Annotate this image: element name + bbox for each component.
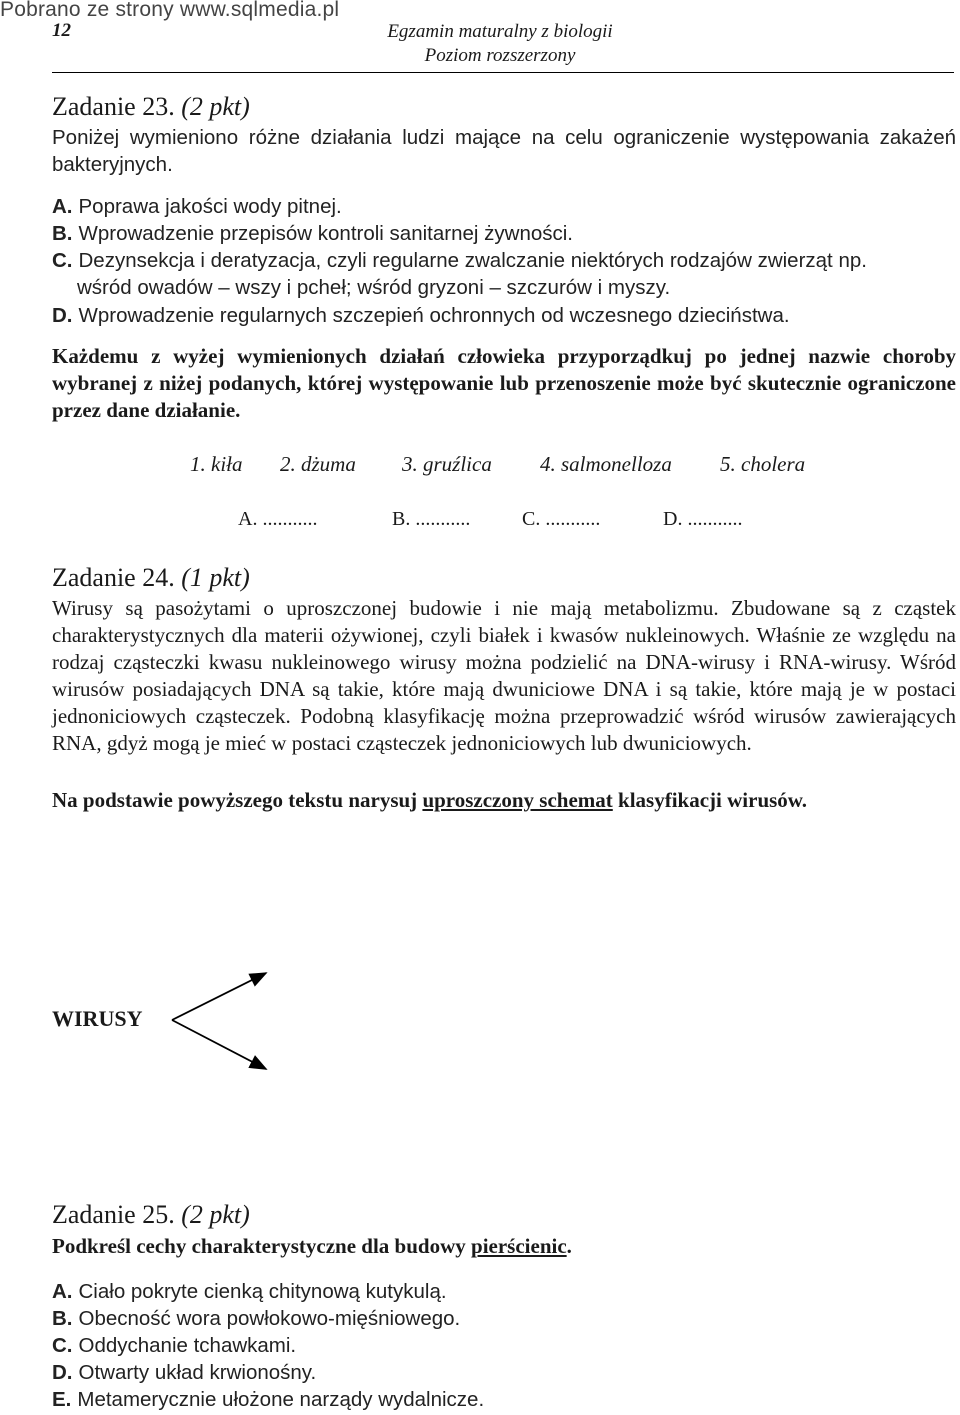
task-23-option-c: C. Dezynsekcja i deratyzacja, czyli regularne zwalczanie niektórych rodzajów zwierząt np.: [52, 249, 867, 272]
task-24-instruction: Na podstawie powyższego tekstu narysuj uproszczony schemat klasyfikacji wirusów.: [52, 788, 808, 812]
task-24-text: Wirusy są pasożytami o uproszczonej budowie i nie mają metabolizmu. Zbudowane są z cząstek charakterystycznych dla materii ożywionej, czyli białek i kwasów nukleinowych. Właśnie ze względu na rodzaj cząsteczki kwasu nukleinowego wirusy można podzielić na DNA-wirusy i RNA-wirusy. Wśród wirusów posiadających DNA są takie, które mają dwuniciowe DNA i są takie, które mają je w postaci jednoniciowych cząsteczek. Podobną klasyfikację można przeprowadzić wśród wirusów zawierających RNA, gdyż mogą je mieć w postaci cząsteczek jednoniciowych lub dwuniciowych.: [52, 596, 956, 755]
disease-item: 4. salmonelloza: [540, 452, 672, 476]
disease-item: 5. cholera: [720, 452, 806, 476]
answer-a-field[interactable]: A. ...........: [238, 508, 318, 530]
answer-c-field[interactable]: C. ...........: [522, 508, 601, 530]
task-23-intro: Poniżej wymieniono różne działania ludzi mające na celu ograniczenie występowania zakażeń bakteryjnych.: [52, 126, 956, 176]
task-23-points: (2 pkt): [181, 92, 250, 121]
underlined-term: pierścienic: [471, 1234, 567, 1258]
task-25-option-e[interactable]: E. Metamerycznie ułożone narządy wydalnicze.: [52, 1388, 485, 1411]
task-23-option-a: A. Poprawa jakości wody pitnej.: [52, 195, 342, 218]
task-24-points: (1 pkt): [181, 563, 250, 592]
task-23-option-d: D. Wprowadzenie regularnych szczepień ochronnych od wczesnego dzieciństwa.: [52, 304, 790, 327]
task-23-option-b: B. Wprowadzenie przepisów kontroli sanitarnej żywności.: [52, 222, 573, 245]
task-25-title: Zadanie 25. (2 pkt): [52, 1200, 250, 1229]
answer-d-field[interactable]: D. ...........: [663, 508, 743, 530]
disease-item: 2. dżuma: [280, 452, 356, 476]
header-line-2: Poziom rozszerzony: [424, 45, 576, 66]
diagram-root-label: WIRUSY: [52, 1006, 143, 1031]
disease-item: 1. kiła: [190, 452, 243, 476]
task-23-instruction: Każdemu z wyżej wymienionych działań człowieka przyporządkuj po jednej nazwie choroby wybranej z niżej podanych, której występowanie lub przenoszenie może być skutecznie ograniczone przez dane działanie.: [52, 344, 956, 422]
page-number: 12: [52, 20, 71, 41]
task-24-title: Zadanie 24. (1 pkt): [52, 563, 250, 592]
underlined-term: uproszczony schemat: [422, 788, 613, 812]
answer-b-field[interactable]: B. ...........: [392, 508, 471, 530]
task-25-option-b[interactable]: B. Obecność wora powłokowo-mięśniowego.: [52, 1307, 461, 1330]
arrow-lower: [172, 1020, 266, 1069]
task-23-option-c-cont: wśród owadów – wszy i pcheł; wśród gryzoni – szczurów i myszy.: [77, 276, 671, 299]
task-23-title: Zadanie 23. (2 pkt): [52, 92, 250, 121]
disease-item: 3. gruźlica: [402, 452, 492, 476]
task-25-instruction: Podkreśl cechy charakterystyczne dla budowy pierścienic.: [52, 1234, 572, 1258]
task-25-option-d[interactable]: D. Otwarty układ krwionośny.: [52, 1361, 317, 1384]
task-25-option-c[interactable]: C. Oddychanie tchawkami.: [52, 1334, 297, 1357]
task-25-points: (2 pkt): [181, 1200, 250, 1229]
classification-arrows: [168, 965, 278, 1080]
header-divider: [52, 72, 954, 73]
header-line-1: Egzamin maturalny z biologii: [387, 21, 613, 42]
task-25-option-a[interactable]: A. Ciało pokryte cienką chitynową kutykulą.: [52, 1280, 447, 1303]
watermark: Pobrano ze strony www.sqlmedia.pl: [0, 0, 340, 21]
arrow-upper: [172, 973, 266, 1020]
page-header: [300, 20, 700, 68]
